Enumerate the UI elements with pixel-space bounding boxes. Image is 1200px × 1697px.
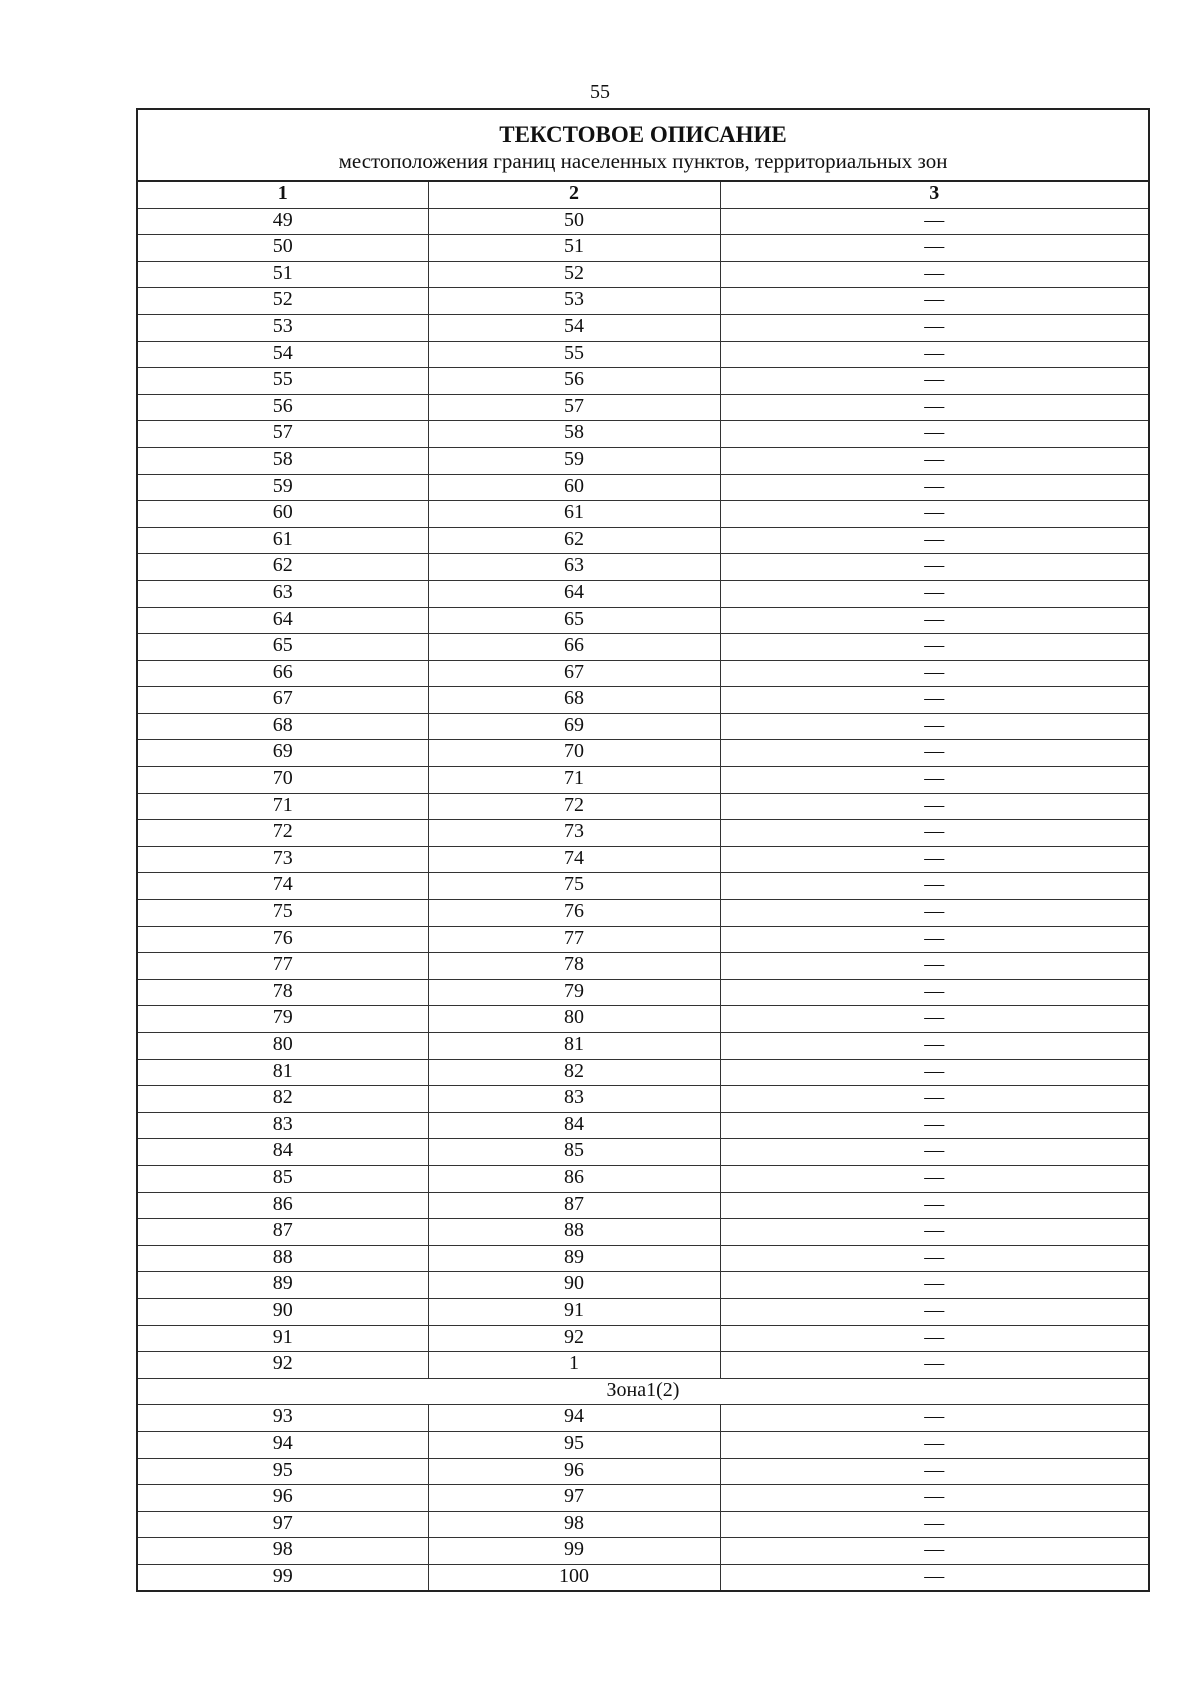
table-cell: 72 xyxy=(428,793,720,820)
table-cell: — xyxy=(720,1033,1148,1060)
table-row xyxy=(138,1485,1148,1512)
table-row xyxy=(138,474,1148,501)
table-row xyxy=(138,580,1148,607)
table-cell: 96 xyxy=(428,1458,720,1485)
table-cell: 64 xyxy=(428,580,720,607)
table-row xyxy=(138,1165,1148,1192)
table-cell: 71 xyxy=(428,767,720,794)
table-cell: 53 xyxy=(138,314,428,341)
table-cell: — xyxy=(720,1405,1148,1432)
table-row xyxy=(138,607,1148,634)
table-cell: — xyxy=(720,261,1148,288)
table-row xyxy=(138,1059,1148,1086)
table-cell: 98 xyxy=(138,1538,428,1565)
table-cell: 54 xyxy=(428,314,720,341)
table-row xyxy=(138,1564,1148,1590)
table-cell: — xyxy=(720,1511,1148,1538)
table-cell: 93 xyxy=(138,1405,428,1432)
table-row xyxy=(138,447,1148,474)
table-cell: 91 xyxy=(138,1325,428,1352)
column-header-3: 3 xyxy=(720,182,1148,208)
table-cell: 92 xyxy=(428,1325,720,1352)
table-row xyxy=(138,1538,1148,1565)
table-cell: 57 xyxy=(138,421,428,448)
table-cell: 49 xyxy=(138,208,428,235)
table-row xyxy=(138,554,1148,581)
table-cell: 59 xyxy=(428,447,720,474)
column-header-row xyxy=(138,182,1148,208)
table-row xyxy=(138,979,1148,1006)
table-cell: — xyxy=(720,634,1148,661)
table-cell: — xyxy=(720,1325,1148,1352)
table-cell: 79 xyxy=(138,1006,428,1033)
table-header xyxy=(138,110,1148,182)
table-cell: — xyxy=(720,288,1148,315)
table-cell: 97 xyxy=(428,1485,720,1512)
table-row xyxy=(138,394,1148,421)
table-cell: 81 xyxy=(138,1059,428,1086)
table-cell: 58 xyxy=(138,447,428,474)
table-cell: 99 xyxy=(138,1564,428,1590)
table-cell: 82 xyxy=(138,1086,428,1113)
table-cell: — xyxy=(720,580,1148,607)
table-cell: 1 xyxy=(428,1352,720,1379)
table-cell: — xyxy=(720,1564,1148,1590)
table-cell: 74 xyxy=(138,873,428,900)
table-row xyxy=(138,767,1148,794)
table-cell: 88 xyxy=(138,1245,428,1272)
table-cell: 81 xyxy=(428,1033,720,1060)
data-table xyxy=(138,182,1148,1590)
table-cell: 51 xyxy=(138,261,428,288)
table-cell: 65 xyxy=(138,634,428,661)
table-cell: 90 xyxy=(428,1272,720,1299)
table-row xyxy=(138,1458,1148,1485)
table-cell: 52 xyxy=(428,261,720,288)
table-cell: 89 xyxy=(138,1272,428,1299)
table-cell: 100 xyxy=(428,1564,720,1590)
table-cell: 60 xyxy=(428,474,720,501)
table-cell: — xyxy=(720,926,1148,953)
table-cell: 73 xyxy=(138,846,428,873)
table-cell: 53 xyxy=(428,288,720,315)
table-cell: 86 xyxy=(138,1192,428,1219)
table-cell: 69 xyxy=(428,713,720,740)
table-row xyxy=(138,314,1148,341)
table-row xyxy=(138,1431,1148,1458)
table-cell: — xyxy=(720,1458,1148,1485)
table-cell: 65 xyxy=(428,607,720,634)
table-cell: 54 xyxy=(138,341,428,368)
table-cell: 62 xyxy=(428,527,720,554)
table-cell: 55 xyxy=(138,368,428,395)
table-cell: — xyxy=(720,527,1148,554)
table-cell: — xyxy=(720,421,1148,448)
table-row xyxy=(138,1139,1148,1166)
table-cell: 80 xyxy=(428,1006,720,1033)
table-row xyxy=(138,846,1148,873)
table-cell: — xyxy=(720,474,1148,501)
table-cell: 62 xyxy=(138,554,428,581)
table-cell: — xyxy=(720,341,1148,368)
table-cell: — xyxy=(720,1192,1148,1219)
table-row xyxy=(138,634,1148,661)
table-cell: 55 xyxy=(428,341,720,368)
table-row xyxy=(138,1112,1148,1139)
table-cell: 95 xyxy=(138,1458,428,1485)
table-row xyxy=(138,1006,1148,1033)
table-cell: — xyxy=(720,820,1148,847)
table-row xyxy=(138,1245,1148,1272)
table-cell: 85 xyxy=(138,1165,428,1192)
table-cell: 66 xyxy=(428,634,720,661)
table-row xyxy=(138,660,1148,687)
table-row xyxy=(138,793,1148,820)
document-title: ТЕКСТОВОЕ ОПИСАНИЕ xyxy=(499,122,787,147)
document-subtitle: местоположения границ населенных пунктов, территориальных зон xyxy=(338,149,948,173)
table-cell: 84 xyxy=(138,1139,428,1166)
table-cell: 52 xyxy=(138,288,428,315)
table-row xyxy=(138,1272,1148,1299)
table-cell: 87 xyxy=(138,1219,428,1246)
table-cell: 74 xyxy=(428,846,720,873)
table-cell: — xyxy=(720,1298,1148,1325)
table-row xyxy=(138,1033,1148,1060)
table-cell: 94 xyxy=(428,1405,720,1432)
table-cell: 99 xyxy=(428,1538,720,1565)
table-cell: — xyxy=(720,607,1148,634)
table-cell: 89 xyxy=(428,1245,720,1272)
table-cell: 67 xyxy=(138,687,428,714)
table-row xyxy=(138,421,1148,448)
table-cell: — xyxy=(720,1352,1148,1379)
table-cell: — xyxy=(720,554,1148,581)
table-cell: 67 xyxy=(428,660,720,687)
table-cell: — xyxy=(720,1139,1148,1166)
table-cell: — xyxy=(720,900,1148,927)
table-cell: — xyxy=(720,740,1148,767)
table-row xyxy=(138,527,1148,554)
table-cell: 86 xyxy=(428,1165,720,1192)
page-number: 55 xyxy=(590,81,610,103)
column-header-1: 1 xyxy=(138,182,428,208)
table-cell: — xyxy=(720,1431,1148,1458)
table-cell: 90 xyxy=(138,1298,428,1325)
table-cell: 68 xyxy=(138,713,428,740)
table-cell: — xyxy=(720,953,1148,980)
table-cell: 60 xyxy=(138,501,428,528)
table-row xyxy=(138,208,1148,235)
table-cell: — xyxy=(720,1219,1148,1246)
column-header-2: 2 xyxy=(428,182,720,208)
table-cell: 59 xyxy=(138,474,428,501)
table-cell: — xyxy=(720,314,1148,341)
table-cell: 78 xyxy=(428,953,720,980)
table-cell: 76 xyxy=(138,926,428,953)
table-cell: 82 xyxy=(428,1059,720,1086)
table-cell: 79 xyxy=(428,979,720,1006)
table-row xyxy=(138,820,1148,847)
table-cell: — xyxy=(720,1538,1148,1565)
table-row xyxy=(138,1405,1148,1432)
table-cell: — xyxy=(720,394,1148,421)
table-row xyxy=(138,1352,1148,1379)
table-row xyxy=(138,368,1148,395)
table-cell: 50 xyxy=(138,235,428,262)
table-row xyxy=(138,501,1148,528)
table-cell: 97 xyxy=(138,1511,428,1538)
table-cell: 78 xyxy=(138,979,428,1006)
table-row xyxy=(138,900,1148,927)
table-row xyxy=(138,687,1148,714)
table-cell: 95 xyxy=(428,1431,720,1458)
table-cell: 84 xyxy=(428,1112,720,1139)
table-cell: 70 xyxy=(428,740,720,767)
table-row xyxy=(138,873,1148,900)
table-cell: 50 xyxy=(428,208,720,235)
table-cell: 72 xyxy=(138,820,428,847)
table-cell: 61 xyxy=(428,501,720,528)
table-cell: 61 xyxy=(138,527,428,554)
table-cell: — xyxy=(720,873,1148,900)
table-cell: — xyxy=(720,660,1148,687)
table-cell: 63 xyxy=(138,580,428,607)
table-cell: 75 xyxy=(138,900,428,927)
table-cell: — xyxy=(720,447,1148,474)
table-cell: 51 xyxy=(428,235,720,262)
table-row xyxy=(138,1219,1148,1246)
table-cell: — xyxy=(720,501,1148,528)
table-cell: 87 xyxy=(428,1192,720,1219)
table-cell: 57 xyxy=(428,394,720,421)
table-cell: — xyxy=(720,846,1148,873)
table-cell: 80 xyxy=(138,1033,428,1060)
table-cell: — xyxy=(720,1006,1148,1033)
boundary-description-table xyxy=(136,108,1150,1592)
table-row xyxy=(138,1086,1148,1113)
table-cell: 56 xyxy=(138,394,428,421)
table-cell: — xyxy=(720,1165,1148,1192)
zone-row xyxy=(138,1378,1148,1405)
table-cell: — xyxy=(720,1112,1148,1139)
table-row xyxy=(138,261,1148,288)
table-cell: — xyxy=(720,767,1148,794)
table-cell: 70 xyxy=(138,767,428,794)
table-row xyxy=(138,713,1148,740)
table-cell: — xyxy=(720,979,1148,1006)
table-cell: 69 xyxy=(138,740,428,767)
table-cell: — xyxy=(720,1059,1148,1086)
table-cell: 76 xyxy=(428,900,720,927)
table-cell: 68 xyxy=(428,687,720,714)
table-cell: 85 xyxy=(428,1139,720,1166)
table-cell: 56 xyxy=(428,368,720,395)
table-cell: 98 xyxy=(428,1511,720,1538)
table-cell: 73 xyxy=(428,820,720,847)
table-cell: 77 xyxy=(428,926,720,953)
table-cell: — xyxy=(720,1086,1148,1113)
table-cell: 96 xyxy=(138,1485,428,1512)
table-cell: 66 xyxy=(138,660,428,687)
table-cell: 83 xyxy=(138,1112,428,1139)
table-cell: 75 xyxy=(428,873,720,900)
table-cell: — xyxy=(720,713,1148,740)
table-cell: 88 xyxy=(428,1219,720,1246)
table-row xyxy=(138,235,1148,262)
zone-label: Зона1(2) xyxy=(138,1378,1148,1405)
table-cell: — xyxy=(720,368,1148,395)
table-row xyxy=(138,1325,1148,1352)
table-cell: — xyxy=(720,1485,1148,1512)
table-cell: 77 xyxy=(138,953,428,980)
table-cell: 83 xyxy=(428,1086,720,1113)
table-row xyxy=(138,926,1148,953)
table-cell: — xyxy=(720,208,1148,235)
table-cell: 58 xyxy=(428,421,720,448)
table-cell: — xyxy=(720,793,1148,820)
table-cell: 64 xyxy=(138,607,428,634)
table-cell: 71 xyxy=(138,793,428,820)
table-cell: — xyxy=(720,1245,1148,1272)
table-row xyxy=(138,288,1148,315)
table-cell: 94 xyxy=(138,1431,428,1458)
table-cell: 91 xyxy=(428,1298,720,1325)
table-row xyxy=(138,1192,1148,1219)
table-row xyxy=(138,1298,1148,1325)
table-cell: — xyxy=(720,687,1148,714)
table-cell: 63 xyxy=(428,554,720,581)
table-cell: 92 xyxy=(138,1352,428,1379)
table-row xyxy=(138,953,1148,980)
table-cell: — xyxy=(720,235,1148,262)
table-row xyxy=(138,740,1148,767)
table-row xyxy=(138,341,1148,368)
table-row xyxy=(138,1511,1148,1538)
table-cell: — xyxy=(720,1272,1148,1299)
